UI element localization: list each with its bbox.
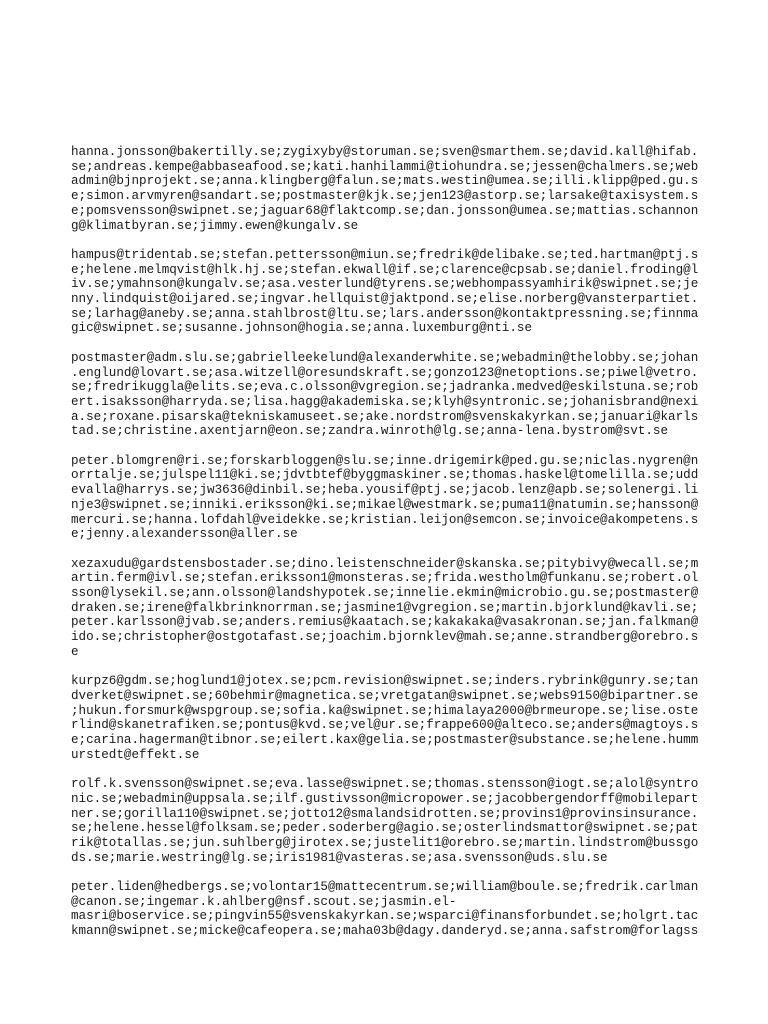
text-line: e;carina.hagerman@tibnor.se;eilert.kax@gelia.se;postmaster@substance.se;helene.humm	[71, 733, 699, 748]
text-line: nje3@swipnet.se;inniki.eriksson@ki.se;mikael@westmark.se;puma11@natumin.se;hansson@	[71, 497, 699, 512]
text-line: rik@totallas.se;jun.suhlberg@jirotex.se;justelit1@orebro.se;martin.lindstrom@bussgo	[71, 835, 699, 850]
text-line: ner.se;gorilla110@swipnet.se;jotto12@smalandsidrotten.se;provins1@provinsinsurance.	[71, 806, 699, 821]
text-line: hampus@tridentab.se;stefan.pettersson@miun.se;fredrik@delibake.se;ted.hartman@ptj.s	[71, 247, 699, 262]
text-line: ds.se;marie.westring@lg.se;iris1981@vasteras.se;asa.svensson@uds.slu.se	[71, 850, 608, 865]
email-paragraph	[71, 777, 701, 865]
text-line: masri@boservice.se;pingvin55@svenskakyrkan.se;wsparci@finansforbundet.se;holgrt.tac	[71, 909, 699, 924]
email-list-body	[71, 145, 701, 954]
text-line: .englund@lovart.se;asa.witzell@oresundskraft.se;gonzo123@netoptions.se;piwel@vetro.	[71, 365, 699, 380]
text-line: dverket@swipnet.se;60behmir@magnetica.se;vretgatan@swipnet.se;webs9150@bipartner.se	[71, 688, 699, 703]
text-line: tad.se;christine.axentjarn@eon.se;zandra.winroth@lg.se;anna-lena.bystrom@svt.se	[71, 424, 669, 439]
text-line: g@klimatbyran.se;jimmy.ewen@kungalv.se	[71, 218, 359, 233]
text-line: ert.isaksson@harryda.se;lisa.hagg@akademiska.se;klyh@syntronic.se;johanisbrand@nexi	[71, 394, 699, 409]
text-line: a.se;roxane.pisarska@tekniskamuseet.se;ake.nordstrom@svenskakyrkan.se;januari@karls	[71, 409, 699, 424]
text-line: e	[71, 644, 79, 659]
email-paragraph	[71, 248, 701, 336]
text-line: kurpz6@gdm.se;hoglund1@jotex.se;pcm.revision@swipnet.se;inders.rybrink@gunry.se;tan	[71, 674, 699, 689]
text-line: e;simon.arvmyren@sandart.se;postmaster@kjk.se;jen123@astorp.se;larsake@taxisystem.s	[71, 189, 699, 204]
text-line: rolf.k.svensson@swipnet.se;eva.lasse@swipnet.se;thomas.stensson@iogt.se;alol@syntro	[71, 777, 699, 792]
text-line: nny.lindquist@oijared.se;ingvar.hellquist@jaktpond.se;elise.norberg@vansterpartiet.	[71, 292, 699, 307]
text-line: gic@swipnet.se;susanne.johnson@hogia.se;anna.luxemburg@nti.se	[71, 321, 533, 336]
text-line: e;helene.melmqvist@hlk.hj.se;stefan.ekwall@if.se;clarence@cpsab.se;daniel.froding@l	[71, 262, 699, 277]
text-line: e;jenny.alexandersson@aller.se	[71, 527, 298, 542]
text-line: peter.karlsson@jvab.se;anders.remius@kaatach.se;kakakaka@vasakronan.se;jan.falkman@	[71, 615, 699, 630]
text-line: draken.se;irene@falkbrinknorrman.se;jasmine1@vgregion.se;martin.bjorklund@kavli.se;	[71, 600, 699, 615]
text-line: evalla@harrys.se;jw3636@dinbil.se;heba.yousif@ptj.se;jacob.lenz@apb.se;solenergi.li	[71, 483, 699, 498]
text-line: rlind@skanetrafiken.se;pontus@kvd.se;vel@ur.se;frappe600@alteco.se;anders@magtoys.s	[71, 718, 699, 733]
text-line: kmann@swipnet.se;micke@cafeopera.se;maha03b@dagy.danderyd.se;anna.safstrom@forlagss	[71, 924, 699, 939]
text-line: se;andreas.kempe@abbaseafood.se;kati.hanhilammi@tiohundra.se;jessen@chalmers.se;web	[71, 159, 699, 174]
text-line: ;hukun.forsmurk@wspgroup.se;sofia.ka@swipnet.se;himalaya2000@brmeurope.se;lise.oste	[71, 703, 699, 718]
text-line: xezaxudu@gardstensbostader.se;dino.leistenschneider@skanska.se;pitybivy@wecall.se;m	[71, 556, 699, 571]
text-line: se;larhag@aneby.se;anna.stahlbrost@ltu.se;lars.andersson@kontaktpressning.se;finnma	[71, 306, 699, 321]
text-line: se;helene.hessel@folksam.se;peder.soderberg@agio.se;osterlindsmattor@swipnet.se;pat	[71, 821, 699, 836]
text-line: artin.ferm@ivl.se;stefan.eriksson1@monsteras.se;frida.westholm@funkanu.se;robert.ol	[71, 571, 699, 586]
email-paragraph	[71, 145, 701, 233]
text-line: nic.se;webadmin@uppsala.se;ilf.gustivsson@micropower.se;jacobbergendorff@mobilepart	[71, 791, 699, 806]
text-line: admin@bjnprojekt.se;anna.klingberg@falun.se;mats.westin@umea.se;illi.klipp@ped.gu.s	[71, 174, 699, 189]
text-line: @canon.se;ingemar.k.ahlberg@nsf.scout.se;jasmin.el-	[71, 894, 457, 909]
email-paragraph	[71, 880, 701, 939]
email-paragraph	[71, 557, 701, 660]
text-line: iv.se;ymahnson@kungalv.se;asa.vesterlund@tyrens.se;webhompassyamhirik@swipnet.se;je	[71, 277, 699, 292]
text-line: orrtalje.se;julspel11@ki.se;jdvtbtef@byggmaskiner.se;thomas.haskel@tomelilla.se;udd	[71, 468, 699, 483]
text-line: hanna.jonsson@bakertilly.se;zygixyby@storuman.se;sven@smarthem.se;david.kall@hifab.	[71, 145, 699, 159]
email-paragraph	[71, 674, 701, 762]
email-paragraph	[71, 351, 701, 439]
text-line: ido.se;christopher@ostgotafast.se;joachim.bjornklev@mah.se;anne.strandberg@orebro.s	[71, 630, 699, 645]
text-line: urstedt@effekt.se	[71, 747, 200, 762]
text-line: sson@lysekil.se;ann.olsson@landshypotek.se;innelie.ekmin@microbio.gu.se;postmaster@	[71, 586, 699, 601]
text-line: peter.liden@hedbergs.se;volontar15@mattecentrum.se;william@boule.se;fredrik.carlman	[71, 880, 699, 895]
text-line: e;pomsvensson@swipnet.se;jaguar68@flaktcomp.se;dan.jonsson@umea.se;mattias.schannon	[71, 203, 699, 218]
text-line: postmaster@adm.slu.se;gabrielleekelund@alexanderwhite.se;webadmin@thelobby.se;johan	[71, 350, 699, 365]
email-paragraph	[71, 454, 701, 542]
text-line: se;fredrikuggla@elits.se;eva.c.olsson@vgregion.se;jadranka.medved@eskilstuna.se;rob	[71, 380, 699, 395]
text-line: mercuri.se;hanna.lofdahl@veidekke.se;kristian.leijon@semcon.se;invoice@akompetens.s	[71, 512, 699, 527]
text-line: peter.blomgren@ri.se;forskarbloggen@slu.se;inne.drigemirk@ped.gu.se;niclas.nygren@n	[71, 453, 699, 468]
